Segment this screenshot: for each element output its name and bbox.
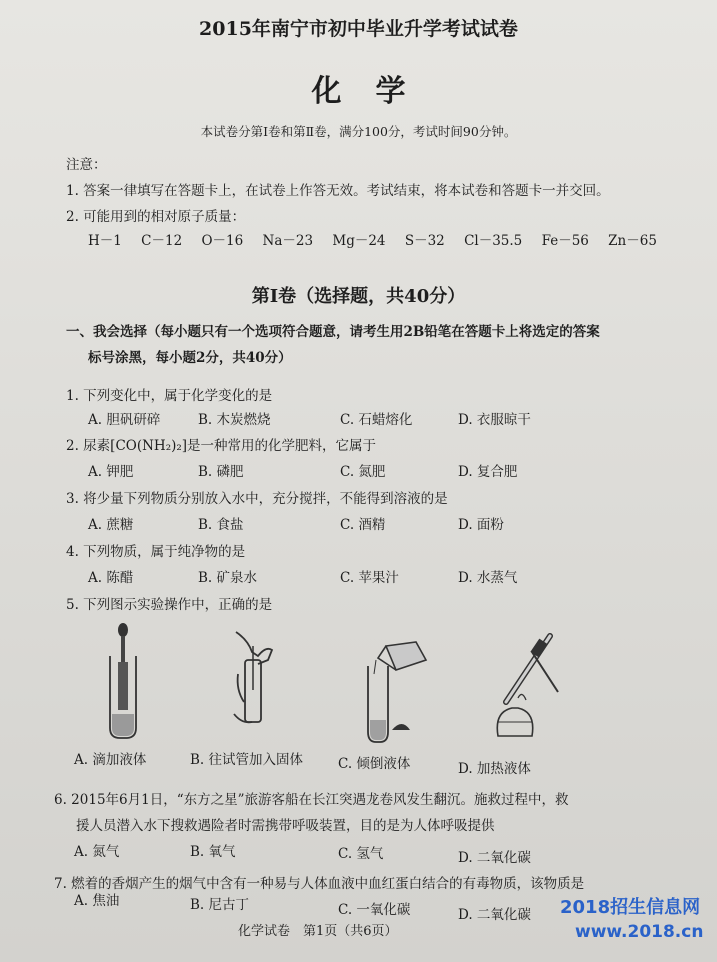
page-footer: 化学试卷 第1页（共6页） <box>238 924 398 939</box>
mass-item: Na－23 <box>262 233 314 249</box>
question-6-option-b: B. 氧气 <box>190 844 236 860</box>
question-1-option-a: A. 胆矾研碎 <box>88 412 161 428</box>
dropper-test-tube-illustration <box>98 622 148 742</box>
question-3-option-d: D. 面粉 <box>458 517 504 533</box>
question-7-option-c: C. 一氧化碳 <box>338 902 411 918</box>
question-6-stem-line2: 援人员潜入水下搜救遇险者时需携带呼吸装置，目的是为人体呼吸提供 <box>76 818 495 834</box>
note-1: 1. 答案一律填写在答题卡上，在试卷上作答无效。考试结束，将本试卷和答题卡一并交回。 <box>66 183 610 199</box>
watermark-site-name: 2018招生信息网 <box>560 897 701 918</box>
question-2-option-d: D. 复合肥 <box>458 464 518 480</box>
question-3-option-a: A. 蔗糖 <box>88 517 134 533</box>
question-3-option-c: C. 酒精 <box>340 517 386 533</box>
question-7-option-d: D. 二氧化碳 <box>458 907 531 923</box>
section-instruction-line2: 标号涂黑，每小题2分，共40分） <box>88 350 292 366</box>
mass-item: H－1 <box>88 233 122 249</box>
question-4-option-a: A. 陈醋 <box>88 570 134 586</box>
question-4-option-d: D. 水蒸气 <box>458 570 518 586</box>
mass-item: O－16 <box>201 233 244 249</box>
question-6-option-d: D. 二氧化碳 <box>458 850 531 866</box>
question-7-option-b: B. 尼古丁 <box>190 897 250 913</box>
exam-intro: 本试卷分第Ⅰ卷和第Ⅱ卷，满分100分，考试时间90分钟。 <box>200 124 517 139</box>
mass-item: Mg－24 <box>332 233 386 249</box>
mass-item: Cl－35.5 <box>464 233 523 249</box>
adding-solid-illustration <box>228 630 278 730</box>
question-5-option-a: A. 滴加液体 <box>74 752 147 768</box>
question-6-option-c: C. 氢气 <box>338 846 384 862</box>
note-2: 2. 可能用到的相对原子质量： <box>66 209 246 225</box>
question-1-option-d: D. 衣服晾干 <box>458 412 531 428</box>
mass-item: C－12 <box>141 233 183 249</box>
watermark-url: www.2018.cn <box>575 922 704 942</box>
question-5-option-b: B. 往试管加入固体 <box>190 752 304 768</box>
exam-title: 2015年南宁市初中毕业升学考试试卷 <box>199 18 518 40</box>
question-4-option-b: B. 矿泉水 <box>198 570 258 586</box>
question-5-option-d: D. 加热液体 <box>458 761 531 777</box>
question-1-option-b: B. 木炭燃烧 <box>198 412 271 428</box>
question-1-stem: 1. 下列变化中，属于化学变化的是 <box>66 388 273 404</box>
subject-title: 化学 <box>311 74 440 109</box>
section-title: 第Ⅰ卷（选择题，共40分） <box>251 286 466 307</box>
question-5-option-c: C. 倾倒液体 <box>338 756 411 772</box>
question-2-stem: 2. 尿素[CO(NH₂)₂]是一种常用的化学肥料，它属于 <box>66 438 377 454</box>
atomic-masses <box>88 229 672 249</box>
question-3-option-b: B. 食盐 <box>198 517 244 533</box>
mass-item: Zn－65 <box>608 233 657 249</box>
question-3-stem: 3. 将少量下列物质分别放入水中，充分搅拌，不能得到溶液的是 <box>66 491 448 507</box>
question-7-stem: 7. 燃着的香烟产生的烟气中含有一种易与人体血液中血红蛋白结合的有毒物质，该物质是 <box>54 876 585 892</box>
mass-item: Fe－56 <box>541 233 589 249</box>
section-instruction-line1: 一、我会选择（每小题只有一个选项符合题意，请考生用2B铅笔在答题卡上将选定的答案 <box>66 324 600 340</box>
question-2-option-b: B. 磷肥 <box>198 464 244 480</box>
question-4-option-c: C. 苹果汁 <box>340 570 399 586</box>
question-7-option-a: A. 焦油 <box>74 893 120 909</box>
question-6-option-a: A. 氮气 <box>74 844 120 860</box>
question-2-option-c: C. 氮肥 <box>340 464 386 480</box>
question-4-stem: 4. 下列物质，属于纯净物的是 <box>66 544 246 560</box>
question-1-option-c: C. 石蜡熔化 <box>340 412 413 428</box>
pouring-liquid-illustration <box>364 640 434 745</box>
question-5-stem: 5. 下列图示实验操作中，正确的是 <box>66 597 273 613</box>
notes-label: 注意： <box>66 157 107 173</box>
question-6-stem: 6. 2015年6月1日，“东方之星”旅游客船在长江突遇龙卷风发生翻沉。施救过程中，救 <box>54 792 569 808</box>
heating-liquid-illustration <box>488 632 568 742</box>
mass-item: S－32 <box>404 233 445 249</box>
question-2-option-a: A. 钾肥 <box>88 464 134 480</box>
